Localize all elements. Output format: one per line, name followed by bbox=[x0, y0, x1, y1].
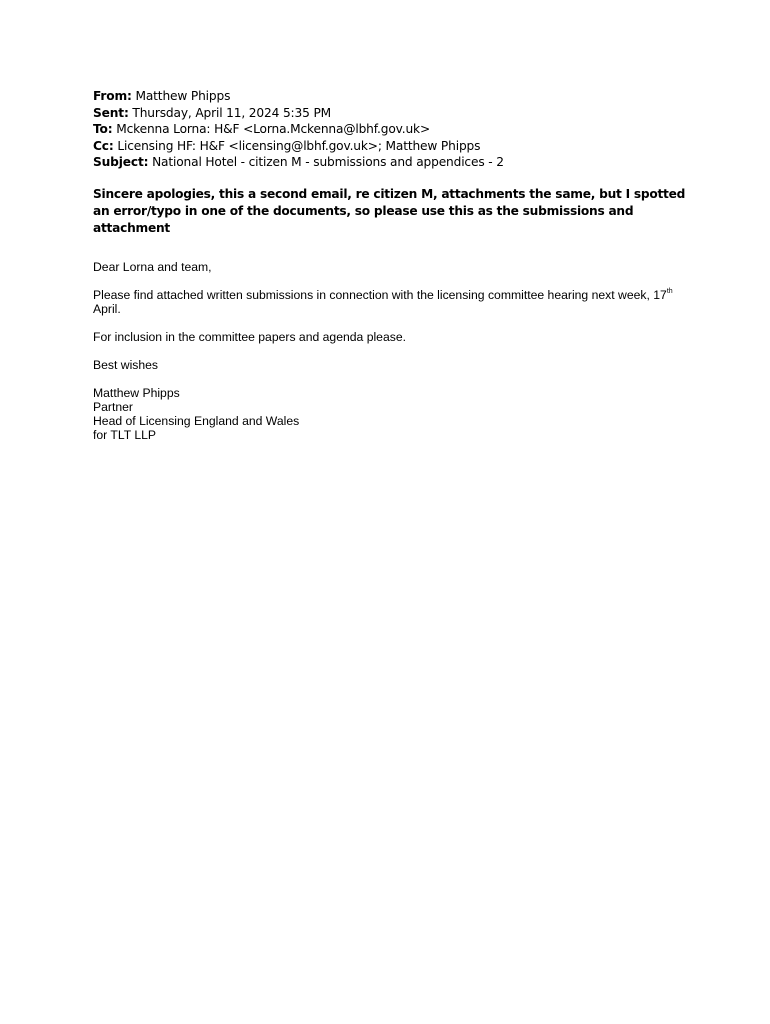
sent-label: Sent: bbox=[93, 105, 129, 120]
signature-title: Head of Licensing England and Wales bbox=[93, 414, 300, 428]
signature-role: Partner bbox=[93, 400, 133, 414]
cc-value: Licensing HF: H&F <licensing@lbhf.gov.uk>; Matthew Phipps bbox=[117, 138, 481, 153]
email-body bbox=[93, 260, 693, 442]
signature-name: Matthew Phipps bbox=[93, 386, 180, 400]
to-row bbox=[93, 121, 733, 138]
cc-label: Cc: bbox=[93, 138, 114, 153]
signature-firm: for TLT LLP bbox=[93, 428, 157, 442]
signoff: Best wishes bbox=[93, 358, 159, 372]
submissions-text-end: April. bbox=[93, 302, 121, 316]
signature-block bbox=[93, 386, 693, 442]
sent-value: Thursday, April 11, 2024 5:35 PM bbox=[132, 105, 332, 120]
subject-row bbox=[93, 154, 733, 171]
submissions-paragraph bbox=[93, 288, 693, 316]
cc-row bbox=[93, 138, 733, 155]
submissions-text: Please find attached written submissions in connection with the licensing committee hearing next week, 17 bbox=[93, 288, 667, 302]
email-header bbox=[93, 88, 733, 171]
from-value: Matthew Phipps bbox=[135, 89, 231, 103]
greeting: Dear Lorna and team, bbox=[93, 260, 212, 274]
from-row bbox=[93, 88, 733, 105]
subject-value: National Hotel - citizen M - submissions and appendices - 2 bbox=[152, 155, 504, 170]
to-label: To: bbox=[93, 122, 113, 137]
from-label: From: bbox=[93, 89, 132, 103]
subject-label: Subject: bbox=[93, 155, 149, 170]
date-ordinal-suffix: th bbox=[666, 287, 673, 295]
inclusion-paragraph: For inclusion in the committee papers and agenda please. bbox=[93, 330, 407, 344]
apology-note: Sincere apologies, this a second email, re citizen M, attachments the same, but I spotted an error/typo in one of the documents, so please use this as the submissions and attachment bbox=[93, 187, 686, 235]
sent-row bbox=[93, 105, 733, 122]
to-value: Mckenna Lorna: H&F <Lorna.Mckenna@lbhf.gov.uk> bbox=[116, 122, 431, 137]
